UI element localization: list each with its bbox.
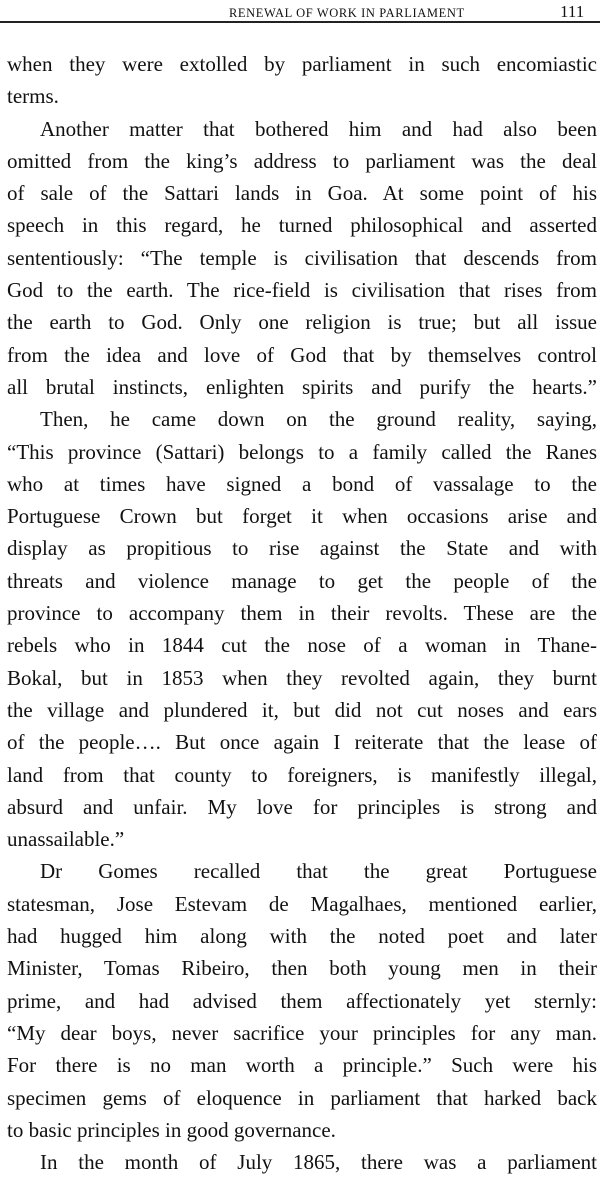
- text-line: specimen gems of eloquence in parliament that harked back: [7, 1085, 597, 1110]
- text-line: Portuguese Crown but forget it when occasions arise and: [7, 504, 597, 529]
- text-line: Bokal, but in 1853 when they revolted again, they burnt: [7, 665, 597, 690]
- text-line: absurd and unfair. My love for principles is strong and: [7, 794, 597, 819]
- text-line: In the month of July 1865, there was a parliament: [40, 1150, 597, 1175]
- text-line: land from that county to foreigners, is manifestly illegal,: [7, 762, 597, 787]
- text-line: who at times have signed a bond of vassalage to the: [7, 471, 597, 496]
- text-line: God to the earth. The rice-field is civilisation that rises from: [7, 278, 597, 303]
- text-line: from the idea and love of God that by themselves control: [7, 342, 597, 367]
- text-line: terms.: [7, 84, 59, 109]
- text-line: display as propitious to rise against the State and with: [7, 536, 597, 561]
- text-line: unassailable.”: [7, 827, 125, 852]
- header-rule: [0, 21, 600, 23]
- text-line: the village and plundered it, but did not cut noses and ears: [7, 697, 597, 722]
- text-line: Then, he came down on the ground reality, saying,: [40, 407, 597, 432]
- text-line: all brutal instincts, enlighten spirits and purify the hearts.”: [7, 374, 597, 399]
- text-line: prime, and had advised them affectionately yet sternly:: [7, 988, 597, 1013]
- text-line: omitted from the king’s address to parliament was the deal: [7, 148, 597, 173]
- text-line: of sale of the Sattari lands in Goa. At some point of his: [7, 181, 597, 206]
- text-line: the earth to God. Only one religion is true; but all issue: [7, 310, 597, 335]
- text-line: had hugged him along with the noted poet and later: [7, 924, 597, 949]
- text-line: threats and violence manage to get the people of the: [7, 568, 597, 593]
- text-line: province to accompany them in their revolts. These are the: [7, 601, 597, 626]
- text-line: rebels who in 1844 cut the nose of a woman in Thane-: [7, 633, 597, 658]
- text-line: For there is no man worth a principle.” Such were his: [7, 1053, 597, 1078]
- text-line: Another matter that bothered him and had also been: [40, 116, 597, 141]
- text-line: when they were extolled by parliament in such encomiastic: [7, 52, 597, 76]
- text-line: sententiously: “The temple is civilisation that descends from: [7, 245, 597, 270]
- text-line: speech in this regard, he turned philosophical and asserted: [7, 213, 597, 238]
- page-header: [0, 0, 600, 26]
- running-head: RENEWAL OF WORK IN PARLIAMENT: [229, 6, 465, 20]
- text-line: “This province (Sattari) belongs to a family called the Ranes: [7, 439, 597, 464]
- text-line: Minister, Tomas Ribeiro, then both young men in their: [7, 956, 597, 981]
- page-number: 111: [560, 2, 585, 21]
- text-line: statesman, Jose Estevam de Magalhaes, mentioned earlier,: [7, 891, 597, 916]
- text-line: of the people…. But once again I reiterate that the lease of: [7, 730, 597, 755]
- text-line: to basic principles in good governance.: [7, 1117, 336, 1142]
- body-text: [7, 48, 597, 1178]
- text-line: Dr Gomes recalled that the great Portuguese: [40, 859, 597, 884]
- text-line: “My dear boys, never sacrifice your principles for any man.: [7, 1020, 597, 1045]
